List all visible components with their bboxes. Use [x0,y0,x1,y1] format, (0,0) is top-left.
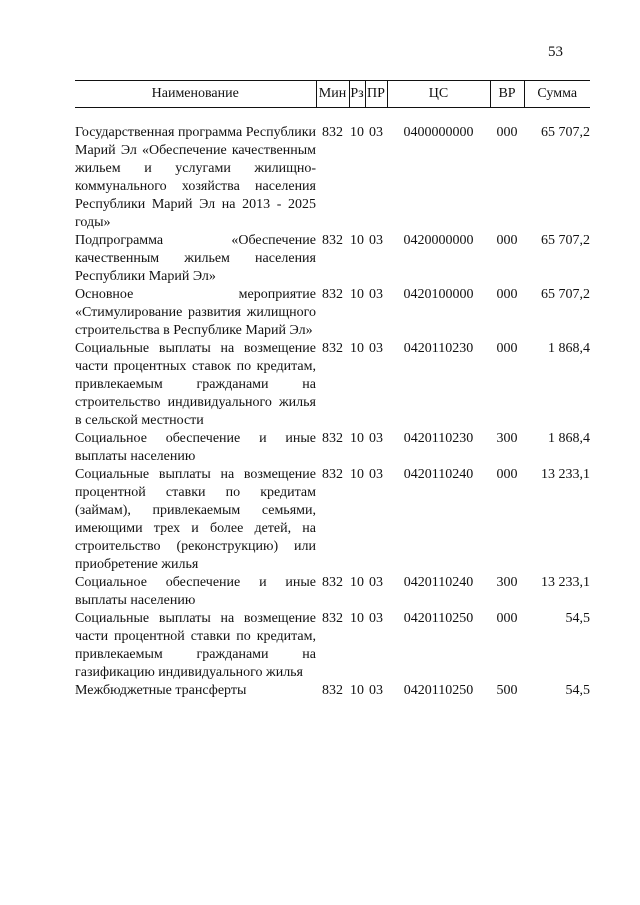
row-min: 832 [322,287,343,302]
row-name: Социальное обеспечение и иные выплаты населению [75,575,316,608]
row-rz: 10 [350,341,364,356]
row-vr: 000 [496,611,518,626]
row-pr: 03 [369,287,383,302]
row-name: Социальные выплаты на возмещение процентной ставки по кредитам (займам), привлекаемым семьями, имеющими трех и более детей, на строительство (реконструкцию) или приобретение жилья [75,467,316,572]
row-cs: 0420110240 [403,575,474,590]
row-cs: 0400000000 [403,125,474,140]
row-name: Социальные выплаты на возмещение части процентных ставок по кредитам, привлекаемым гражданами на строительство индивидуального жилья в сельской местности [75,341,316,428]
table-row [75,232,590,286]
row-min: 832 [322,467,343,482]
row-pr: 03 [369,683,383,698]
row-name: Межбюджетные трансферты [75,683,247,698]
table-row [75,466,590,574]
row-rz: 10 [350,683,364,698]
row-pr: 03 [369,575,383,590]
page-number: 53 [548,44,563,60]
table-row [75,286,590,340]
row-pr: 03 [369,431,383,446]
table-row [75,574,590,610]
table-row [75,340,590,430]
header-row [75,81,590,108]
row-cs: 0420100000 [403,287,474,302]
row-sum: 54,5 [565,683,590,698]
row-vr: 000 [496,467,518,482]
row-sum: 1 868,4 [548,431,590,446]
row-name: Основное мероприятие «Стимулирование развития жилищного строительства в Республике Марий Эл» [75,287,316,338]
row-cs: 0420110250 [403,683,474,698]
row-rz: 10 [350,467,364,482]
row-pr: 03 [369,611,383,626]
column-header-rz: Рз [349,81,365,108]
row-pr: 03 [369,467,383,482]
row-cs: 0420110250 [403,611,474,626]
row-vr: 000 [496,287,518,302]
row-vr: 300 [496,431,518,446]
table-spacer [75,108,590,125]
row-rz: 10 [350,233,364,248]
column-header-min: Мин [316,81,349,108]
row-name: Социальное обеспечение и иные выплаты населению [75,431,316,464]
budget-table [75,80,590,700]
column-header-cs: ЦС [387,81,490,108]
row-pr: 03 [369,125,383,140]
row-vr: 300 [496,575,518,590]
column-header-sum: Сумма [524,81,590,108]
row-cs: 0420110230 [403,341,474,356]
table-row [75,430,590,466]
column-header-vr: ВР [490,81,524,108]
row-min: 832 [322,233,343,248]
row-min: 832 [322,611,343,626]
row-vr: 500 [496,683,518,698]
row-name: Государственная программа Республики Марий Эл «Обеспечение качественным жильем и услугами жилищно-коммунального хозяйства населения Республики Марий Эл на 2013 - 2025 годы» [75,125,316,230]
row-min: 832 [322,125,343,140]
row-name: Подпрограмма «Обеспечение качественным жильем населения Республики Марий Эл» [75,233,316,284]
row-rz: 10 [350,125,364,140]
row-pr: 03 [369,341,383,356]
row-min: 832 [322,341,343,356]
table-header [75,81,590,108]
row-sum: 65 707,2 [541,125,590,140]
column-header-pr: ПР [365,81,387,108]
row-sum: 65 707,2 [541,233,590,248]
row-min: 832 [322,431,343,446]
row-vr: 000 [496,341,518,356]
row-rz: 10 [350,431,364,446]
row-rz: 10 [350,287,364,302]
row-vr: 000 [496,233,518,248]
row-sum: 13 233,1 [541,575,590,590]
row-sum: 54,5 [565,611,590,626]
row-sum: 1 868,4 [548,341,590,356]
row-rz: 10 [350,575,364,590]
table-body [75,108,590,701]
row-name: Социальные выплаты на возмещение части процентной ставки по кредитам, привлекаемым гражданами на газификацию индивидуального жилья [75,611,316,680]
row-cs: 0420000000 [403,233,474,248]
row-vr: 000 [496,125,518,140]
table-row [75,682,590,700]
row-sum: 65 707,2 [541,287,590,302]
row-cs: 0420110230 [403,431,474,446]
row-cs: 0420110240 [403,467,474,482]
row-pr: 03 [369,233,383,248]
table-row [75,124,590,232]
row-rz: 10 [350,611,364,626]
row-min: 832 [322,683,343,698]
row-sum: 13 233,1 [541,467,590,482]
column-header-name: Наименование [75,81,316,108]
table-row [75,610,590,682]
row-min: 832 [322,575,343,590]
